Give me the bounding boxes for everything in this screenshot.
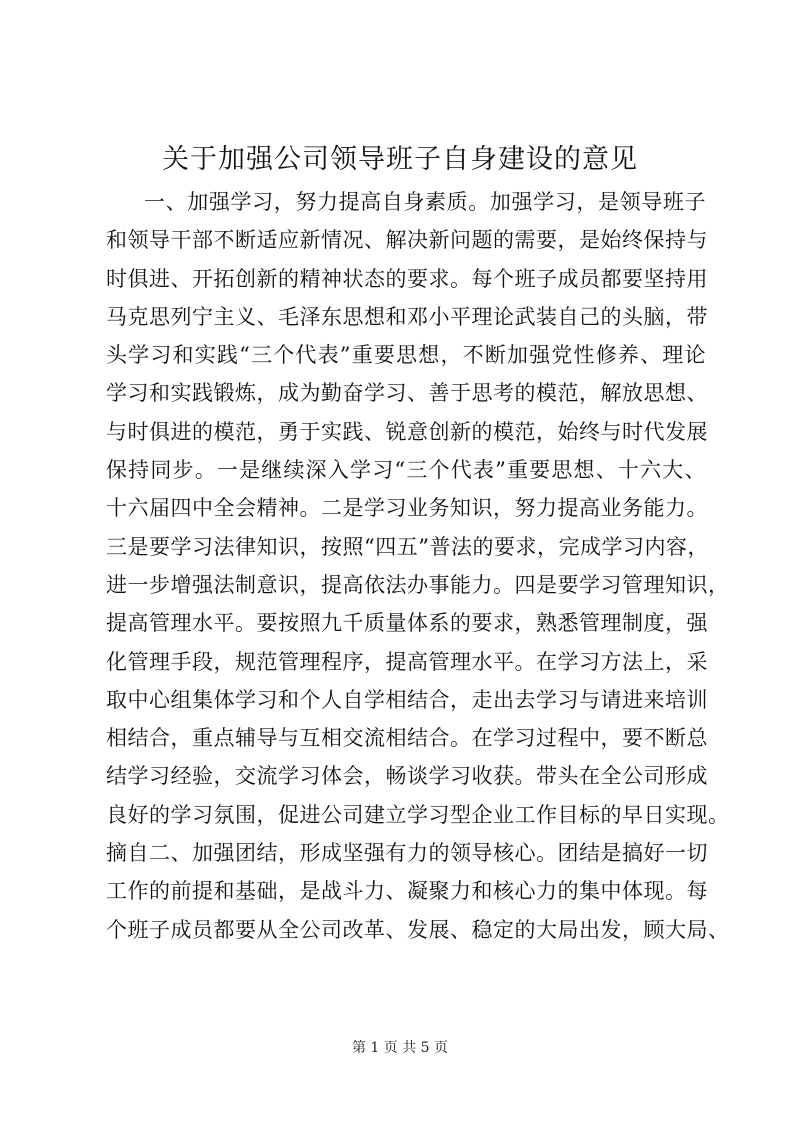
- text-line: 取中心组集体学习和个人自学相结合，走出去学习与请进来培训: [106, 687, 708, 712]
- text-line: 工作的前提和基础，是战斗力、凝聚力和核心力的集中体现。每: [106, 879, 708, 904]
- text-line: 与时俱进的模范，勇于实践、锐意创新的模范，始终与时代发展: [106, 419, 708, 444]
- text-line: 结学习经验，交流学习体会，畅谈学习收获。带头在全公司形成: [106, 764, 708, 789]
- text-line: 和领导干部不断适应新情况、解决新问题的需要，是始终保持与: [106, 228, 708, 253]
- text-line: 马克思列宁主义、毛泽东思想和邓小平理论武装自己的头脑，带: [106, 304, 708, 329]
- text-line: 化管理手段，规范管理程序，提高管理水平。在学习方法上，采: [106, 649, 708, 674]
- text-line: 个班子成员都要从全公司改革、发展、稳定的大局出发，顾大局、: [106, 917, 730, 942]
- text-line: 提高管理水平。要按照九千质量体系的要求，熟悉管理制度，强: [106, 611, 708, 636]
- text-line: 头学习和实践“三个代表”重要思想，不断加强党性修养、理论: [106, 343, 706, 368]
- text-line: 十六届四中全会精神。二是学习业务知识，努力提高业务能力。: [106, 496, 708, 521]
- page-footer: 第 1 页 共 5 页: [351, 1040, 449, 1056]
- text-line: 三是要学习法律知识，按照“四五”普法的要求，完成学习内容，: [106, 534, 709, 559]
- page-title: 关于加强公司领导班子自身建设的意见: [162, 144, 638, 175]
- text-line: 学习和实践锻炼，成为勤奋学习、善于思考的模范，解放思想、: [106, 381, 708, 406]
- body-text: [106, 183, 730, 949]
- text-line: 保持同步。一是继续深入学习“三个代表”重要思想、十六大、: [106, 458, 706, 483]
- text-line: 进一步增强法制意识，提高依法办事能力。四是要学习管理知识，: [106, 572, 730, 597]
- text-line: 摘自二、加强团结，形成坚强有力的领导核心。团结是搞好一切: [106, 841, 708, 866]
- text-line: 良好的学习氛围，促进公司建立学习型企业工作目标的早日实现。: [106, 802, 730, 827]
- text-line: 时俱进、开拓创新的精神状态的要求。每个班子成员都要坚持用: [106, 266, 708, 291]
- text-line: 一、加强学习，努力提高自身素质。加强学习，是领导班子: [144, 190, 706, 214]
- text-line: 相结合，重点辅导与互相交流相结合。在学习过程中，要不断总: [106, 726, 708, 751]
